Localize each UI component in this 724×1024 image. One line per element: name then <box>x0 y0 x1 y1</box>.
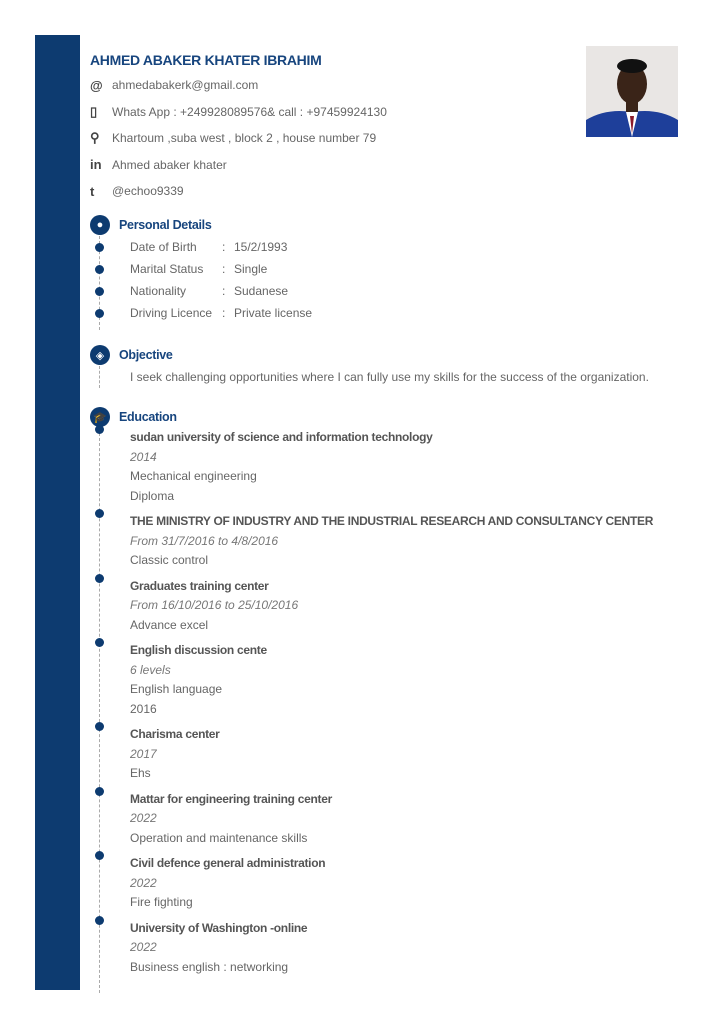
linkedin-icon: in <box>90 157 102 173</box>
entry-detail: Ehs <box>130 766 151 780</box>
contact-item <box>90 152 387 179</box>
section-title: Personal Details <box>119 218 212 232</box>
entry-title: Civil defence general administration <box>130 856 326 870</box>
detail-label: Driving Licence <box>130 306 213 320</box>
target-icon: ◈ <box>90 345 110 365</box>
sidebar-bar <box>35 35 80 990</box>
bullet-icon <box>95 243 104 252</box>
bullet-icon <box>95 722 104 731</box>
detail-label: Date of Birth <box>130 240 197 254</box>
personal-detail-row <box>130 236 312 258</box>
bullet-icon <box>95 916 104 925</box>
phone-icon: ▯ <box>90 103 98 119</box>
entry-date: 2022 <box>130 875 157 890</box>
contact-item <box>90 72 387 99</box>
detail-label: Nationality <box>130 284 187 298</box>
entry-detail: Operation and maintenance skills <box>130 830 308 845</box>
entry-detail: Advance excel <box>130 617 209 632</box>
contact-text: Khartoum ,suba west , block 2 , house number 79 <box>112 131 377 146</box>
detail-value: 15/2/1993 <box>234 240 288 254</box>
entry-title: English discussion cente <box>130 643 267 657</box>
entry-title: sudan university of science and information technology <box>130 430 433 444</box>
section-title: Education <box>119 410 177 424</box>
contact-text: @echoo9339 <box>112 184 184 199</box>
candidate-name: AHMED ABAKER KHATER IBRAHIM <box>90 52 322 68</box>
contact-text: ahmedabakerk@gmail.com <box>112 78 259 93</box>
graduation-cap-icon: 🎓 <box>90 407 110 427</box>
entry-title: Charisma center <box>130 727 220 741</box>
contact-list <box>90 72 387 205</box>
education-entry <box>130 428 653 506</box>
entry-detail: Classic control <box>130 553 209 567</box>
entry-date: 2022 <box>130 811 157 825</box>
entry-date: From 31/7/2016 to 4/8/2016 <box>130 533 279 548</box>
entry-title: Graduates training center <box>130 578 269 593</box>
objective-section <box>90 344 649 388</box>
objective-text: I seek challenging opportunities where I can fully use my skills for the success of the organization. <box>130 370 649 384</box>
education-entry <box>130 854 653 913</box>
contact-item <box>90 99 387 126</box>
detail-value: Sudanese <box>234 284 289 298</box>
entry-detail: 2016 <box>130 701 157 716</box>
contact-text: Ahmed abaker khater <box>112 157 227 172</box>
education-entry <box>130 577 653 636</box>
contact-item <box>90 178 387 205</box>
entry-title: Mattar for engineering training center <box>130 791 332 806</box>
at-icon: @ <box>90 77 103 93</box>
bullet-icon <box>95 509 104 518</box>
education-entry <box>130 641 653 719</box>
entry-date: 2022 <box>130 940 157 954</box>
profile-photo <box>586 46 678 137</box>
entry-date: 2014 <box>130 449 157 464</box>
bullet-icon <box>95 574 104 583</box>
bullet-icon <box>95 638 104 647</box>
entry-detail: Business english : networking <box>130 959 289 974</box>
twitter-icon: t <box>90 183 95 199</box>
entry-date: 2017 <box>130 746 157 761</box>
education-entry <box>130 512 653 571</box>
separator: : <box>222 306 226 320</box>
separator: : <box>222 240 226 254</box>
personal-detail-row <box>130 302 312 324</box>
entry-detail: Diploma <box>130 488 175 503</box>
separator: : <box>222 284 226 298</box>
detail-value: Single <box>234 262 268 276</box>
entry-title: University of Washington -online <box>130 920 308 935</box>
education-entry <box>130 790 653 849</box>
education-entry <box>130 919 653 978</box>
bullet-icon <box>95 787 104 796</box>
entry-detail: Mechanical engineering <box>130 469 257 483</box>
entry-date: From 16/10/2016 to 25/10/2016 <box>130 598 299 612</box>
bullet-icon <box>95 309 104 318</box>
entry-title: THE MINISTRY OF INDUSTRY AND THE INDUSTRIAL RESEARCH AND CONSULTANCY CENTER <box>130 514 654 528</box>
entry-date: 6 levels <box>130 662 171 677</box>
entry-detail: Fire fighting <box>130 895 193 909</box>
personal-details-section <box>90 214 312 330</box>
detail-value: Private license <box>234 306 313 320</box>
separator: : <box>222 262 226 276</box>
education-entry <box>130 725 653 784</box>
section-title: Objective <box>119 348 173 362</box>
contact-item <box>90 125 387 152</box>
bullet-icon <box>95 425 104 434</box>
education-section <box>90 406 653 993</box>
personal-detail-row <box>130 280 312 302</box>
bullet-icon <box>95 851 104 860</box>
entry-detail: English language <box>130 682 223 696</box>
bullet-icon <box>95 265 104 274</box>
user-icon: ● <box>90 215 110 235</box>
bullet-icon <box>95 287 104 296</box>
detail-label: Marital Status <box>130 262 204 276</box>
personal-detail-row <box>130 258 312 280</box>
location-pin-icon: ⚲ <box>90 130 100 146</box>
contact-text: Whats App : +249928089576& call : +97459924130 <box>112 104 387 119</box>
